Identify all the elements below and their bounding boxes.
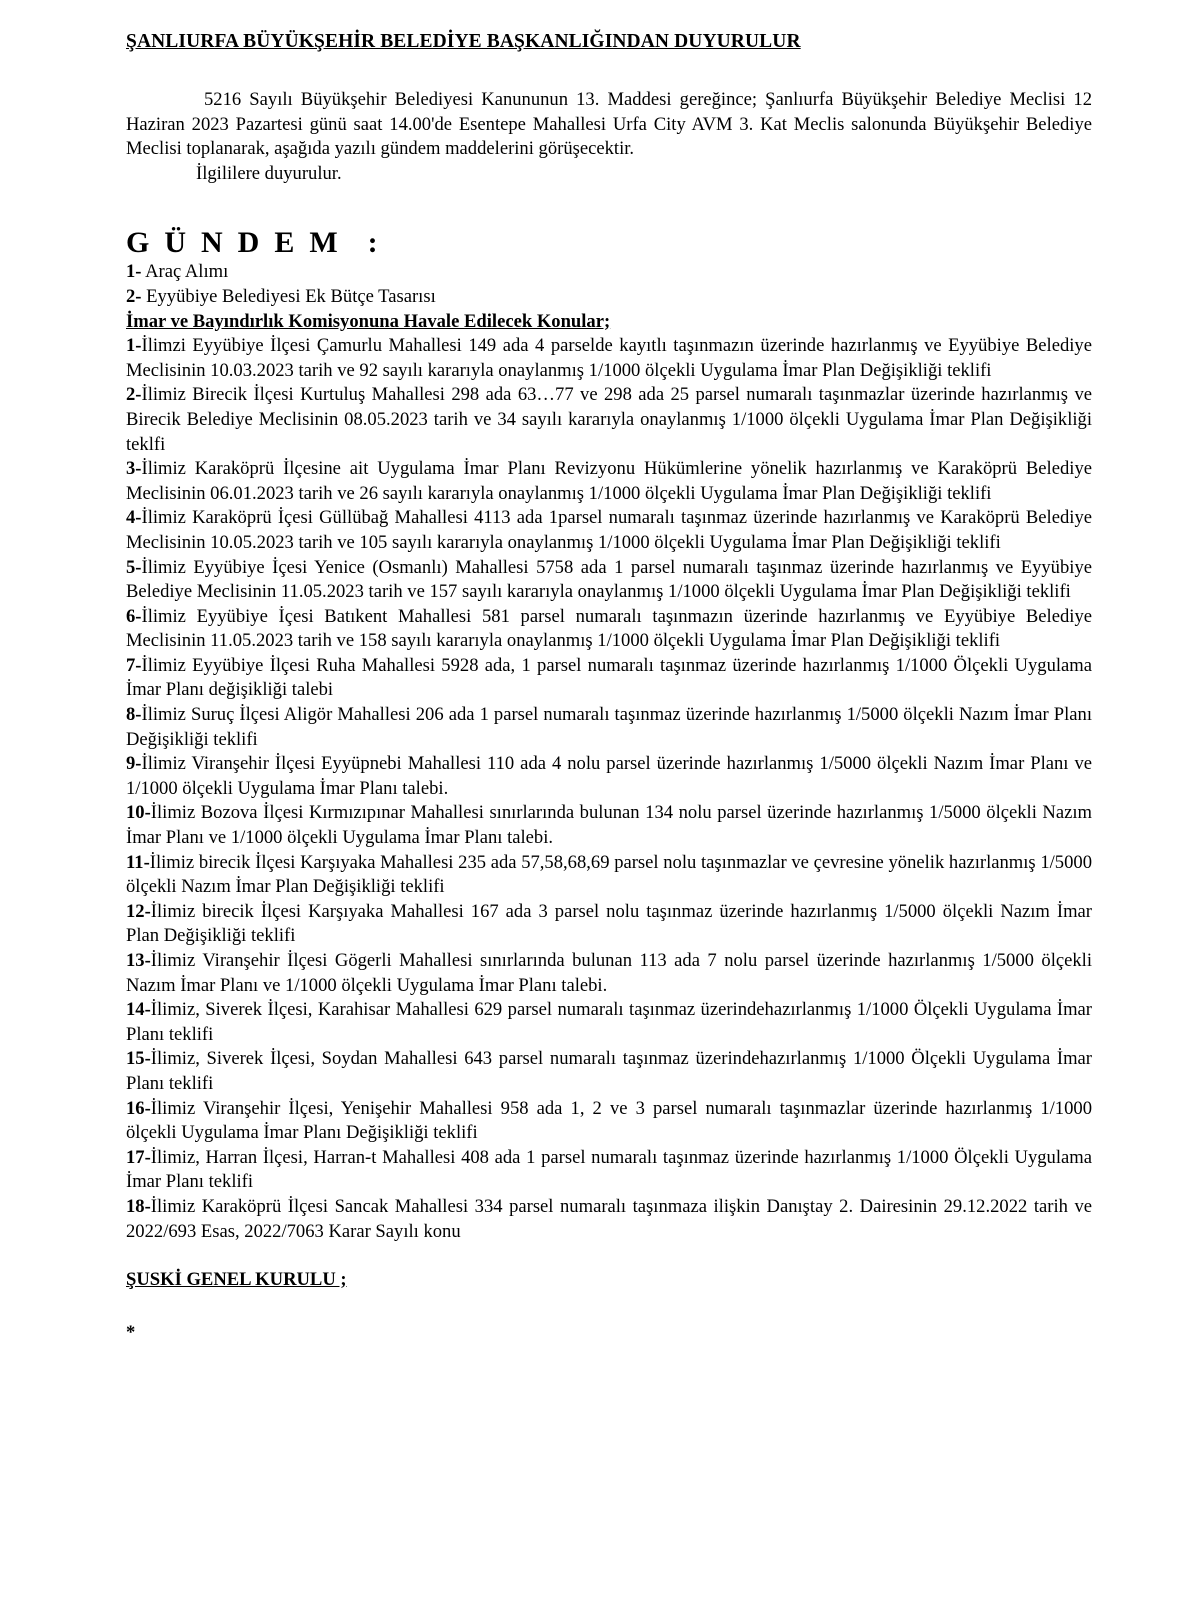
item-text: İlimiz Viranşehir İlçesi Gögerli Mahallesi sınırlarında bulunan 113 ada 7 nolu parsel üzerinde hazırlanmış 1/5000 ölçekli Nazım İmar Planı ve 1/1000 ölçekli Uygulama İmar Planı talebi. xyxy=(126,950,1092,996)
item-number: 8- xyxy=(126,704,142,726)
item-number: 6- xyxy=(126,605,142,627)
item-text: İlimiz Karaköprü İçesi Güllübağ Mahallesi 4113 ada 1parsel numaralı taşınmaz üzerinde hazırlanmış ve Karaköprü Belediye Meclisinin 10.05.2023 tarih ve 105 sayılı kararıyla onaylanmış 1/1000 ölçekli Uygulama İmar Plan Değişikliği teklifi xyxy=(126,507,1092,553)
item-text: İlimiz Karaköprü İlçesi Sancak Mahallesi 334 parsel numaralı taşınmaza ilişkin Danıştay 2. Dairesinin 29.12.2022 tarih ve 2022/693 Esas, 2022/7063 Karar Sayılı konu xyxy=(126,1195,1092,1242)
item-text: İlimiz Bozova İlçesi Kırmızıpınar Mahallesi sınırlarında bulunan 134 nolu parsel üzerinde hazırlanmış 1/5000 ölçekli Nazım İmar Planı ve 1/1000 ölçekli Uygulama İmar Planı talebi. xyxy=(126,802,1092,849)
item-number: 1- xyxy=(126,335,142,357)
agenda-item xyxy=(126,383,1092,457)
simple-item xyxy=(126,285,1092,310)
intro-text: 5216 Sayılı Büyükşehir Belediyesi Kanununun 13. Maddesi gereğince; Şanlıurfa Büyükşehir Belediye Meclisi 12 Haziran 2023 Pazartesi günü saat 14.00'de Esentepe Mahallesi Urfa City AVM 3. Kat Meclis salonunda Büyükşehir Belediye Meclisi toplanarak, aşağıda yazılı gündem maddelerini görüşecektir. xyxy=(126,89,1092,160)
item-number: 15- xyxy=(126,1048,151,1070)
agenda-items xyxy=(126,334,1092,1244)
item-number: 18- xyxy=(126,1195,151,1217)
item-text: İlimiz Karaköprü İlçesine ait Uygulama İmar Planı Revizyonu Hükümlerine yönelik hazırlanmış ve Karaköprü Belediye Meclisinin 06.01.2023 tarih ve 26 sayılı kararıyla onaylanmış 1/1000 ölçekli Uygulama İmar Plan Değişikliği teklifi xyxy=(126,458,1092,504)
agenda-item xyxy=(126,1195,1092,1244)
agenda-item xyxy=(126,851,1092,900)
item-text: İlimiz, Harran İlçesi, Harran-t Mahallesi 408 ada 1 parsel numaralı taşınmaz üzerinde hazırlanmış 1/1000 Ölçekli Uygulama İmar Planı teklifi xyxy=(126,1146,1092,1193)
item-text: İlimiz Viranşehir İlçesi Eyyüpnebi Mahallesi 110 ada 4 nolu parsel üzerinde hazırlanmış 1/5000 ölçekli Nazım İmar Planı ve 1/1000 ölçekli Uygulama İmar Planı talebi. xyxy=(126,753,1092,799)
item-number: 7- xyxy=(126,654,142,676)
item-text: İlimiz, Siverek İlçesi, Karahisar Mahallesi 629 parsel numaralı taşınmaz üzerindehazırlanmış 1/1000 Ölçekli Uygulama İmar Planı teklifi xyxy=(126,999,1092,1045)
agenda-heading-text: G Ü N D E M : xyxy=(126,226,378,260)
agenda-item xyxy=(126,506,1092,555)
item-number: 11- xyxy=(126,851,150,873)
item-text: Eyyübiye Belediyesi Ek Bütçe Tasarısı xyxy=(141,285,436,307)
agenda-item xyxy=(126,1146,1092,1195)
agenda-item xyxy=(126,334,1092,383)
item-text: İlimiz Viranşehir İlçesi, Yenişehir Mahallesi 958 ada 1, 2 ve 3 parsel numaralı taşınmazlar üzerinde hazırlanmış 1/1000 ölçekli Uygulama İmar Planı Değişikliği teklifi xyxy=(126,1097,1092,1144)
simple-items xyxy=(126,260,1092,309)
agenda-heading xyxy=(126,226,1092,260)
agenda-item xyxy=(126,1047,1092,1096)
item-text: Araç Alımı xyxy=(141,261,229,283)
item-text: İlimiz Eyyübiye İçesi Batıkent Mahallesi 581 parsel numaralı taşınmazın üzerinde hazırlanmış ve Eyyübiye Belediye Meclisinin 11.05.2023 tarih ve 158 sayılı kararıyla onaylanmış 1/1000 ölçekli Uygulama İmar Plan Değişikliği teklifi xyxy=(126,605,1092,652)
agenda-item xyxy=(126,457,1092,506)
item-number: 17- xyxy=(126,1146,151,1168)
item-number: 5- xyxy=(126,556,142,578)
agenda-item xyxy=(126,752,1092,801)
item-number: 9- xyxy=(126,753,142,775)
item-text: İlimiz Birecik İlçesi Kurtuluş Mahallesi 298 ada 63…77 ve 298 ada 25 parsel numaralı taşınmazlar üzerinde hazırlanmış ve Birecik Belediye Meclisinin 08.05.2023 tarih ve 34 sayılı kararıyla onaylanmış 1/1000 ölçekli Uygulama İmar Plan Değişikliği teklfi xyxy=(126,384,1092,455)
agenda-item xyxy=(126,556,1092,605)
agenda-item xyxy=(126,900,1092,949)
agenda-item xyxy=(126,998,1092,1047)
agenda-item xyxy=(126,703,1092,752)
item-number: 13- xyxy=(126,950,151,971)
section-heading: İmar ve Bayındırlık Komisyonuna Havale Edilecek Konular; xyxy=(126,310,611,332)
agenda-item xyxy=(126,949,1092,998)
star-marker: * xyxy=(126,1321,136,1343)
suski-heading: ŞUSKİ GENEL KURULU ; xyxy=(126,1269,347,1291)
item-text: İlimiz birecik İlçesi Karşıyaka Mahallesi 167 ada 3 parsel nolu taşınmaz üzerinde hazırlanmış 1/5000 ölçekli Nazım İmar Plan Değişikliği teklifi xyxy=(126,900,1092,947)
agenda-item xyxy=(126,605,1092,654)
item-number: 2- xyxy=(126,285,142,307)
item-text: İlimzi Eyyübiye İlçesi Çamurlu Mahallesi 149 ada 4 parselde kayıtlı taşınmazın üzerinde hazırlanmış ve Eyyübiye Belediye Meclisinin 10.03.2023 tarih ve 92 sayılı kararıyla onaylanmış 1/1000 ölçekli Uygulama İmar Plan Değişikliği teklifi xyxy=(126,335,1092,381)
item-text: İlimiz Eyyübiye İçesi Yenice (Osmanlı) Mahallesi 5758 ada 1 parsel numaralı taşınmaz üzerinde hazırlanmış ve Eyyübiye Belediye Meclisinin 11.05.2023 tarih ve 157 sayılı kararıyla onaylanmış 1/1000 ölçekli Uygulama İmar Plan Değişikliği teklifi xyxy=(126,556,1092,603)
item-number: 10- xyxy=(126,802,151,824)
agenda-item xyxy=(126,654,1092,703)
item-number: 12- xyxy=(126,900,151,922)
item-text: İlimiz Eyyübiye İlçesi Ruha Mahallesi 5928 ada, 1 parsel numaralı taşınmaz üzerinde hazırlanmış 1/1000 Ölçekli Uygulama İmar Planı değişikliği talebi xyxy=(126,654,1092,701)
item-text: İlimiz Suruç İlçesi Aligör Mahallesi 206 ada 1 parsel numaralı taşınmaz üzerinde hazırlanmış 1/5000 ölçekli Nazım İmar Planı Değişikliği teklifi xyxy=(126,704,1092,750)
item-number: 4- xyxy=(126,507,142,529)
document-title: ŞANLIURFA BÜYÜKŞEHİR BELEDİYE BAŞKANLIĞINDAN DUYURULUR xyxy=(126,31,801,52)
intro-paragraph xyxy=(126,88,1092,162)
simple-item xyxy=(126,260,1092,285)
item-text: İlimiz birecik İlçesi Karşıyaka Mahallesi 235 ada 57,58,68,69 parsel nolu taşınmazlar ve çevresine yönelik hazırlanmış 1/5000 ölçekli Nazım İmar Plan Değişikliği teklifi xyxy=(126,851,1092,898)
document-page xyxy=(126,30,1092,1345)
agenda-item xyxy=(126,1097,1092,1146)
item-number: 3- xyxy=(126,458,142,480)
item-number: 14- xyxy=(126,999,151,1021)
item-number: 2- xyxy=(126,384,142,406)
item-text: İlimiz, Siverek İlçesi, Soydan Mahallesi 643 parsel numaralı taşınmaz üzerindehazırlanmış 1/1000 Ölçekli Uygulama İmar Planı teklifi xyxy=(126,1048,1092,1094)
item-number: 16- xyxy=(126,1097,151,1119)
agenda-item xyxy=(126,801,1092,850)
notice-line: İlgililere duyurulur. xyxy=(196,162,342,184)
item-number: 1- xyxy=(126,261,142,283)
